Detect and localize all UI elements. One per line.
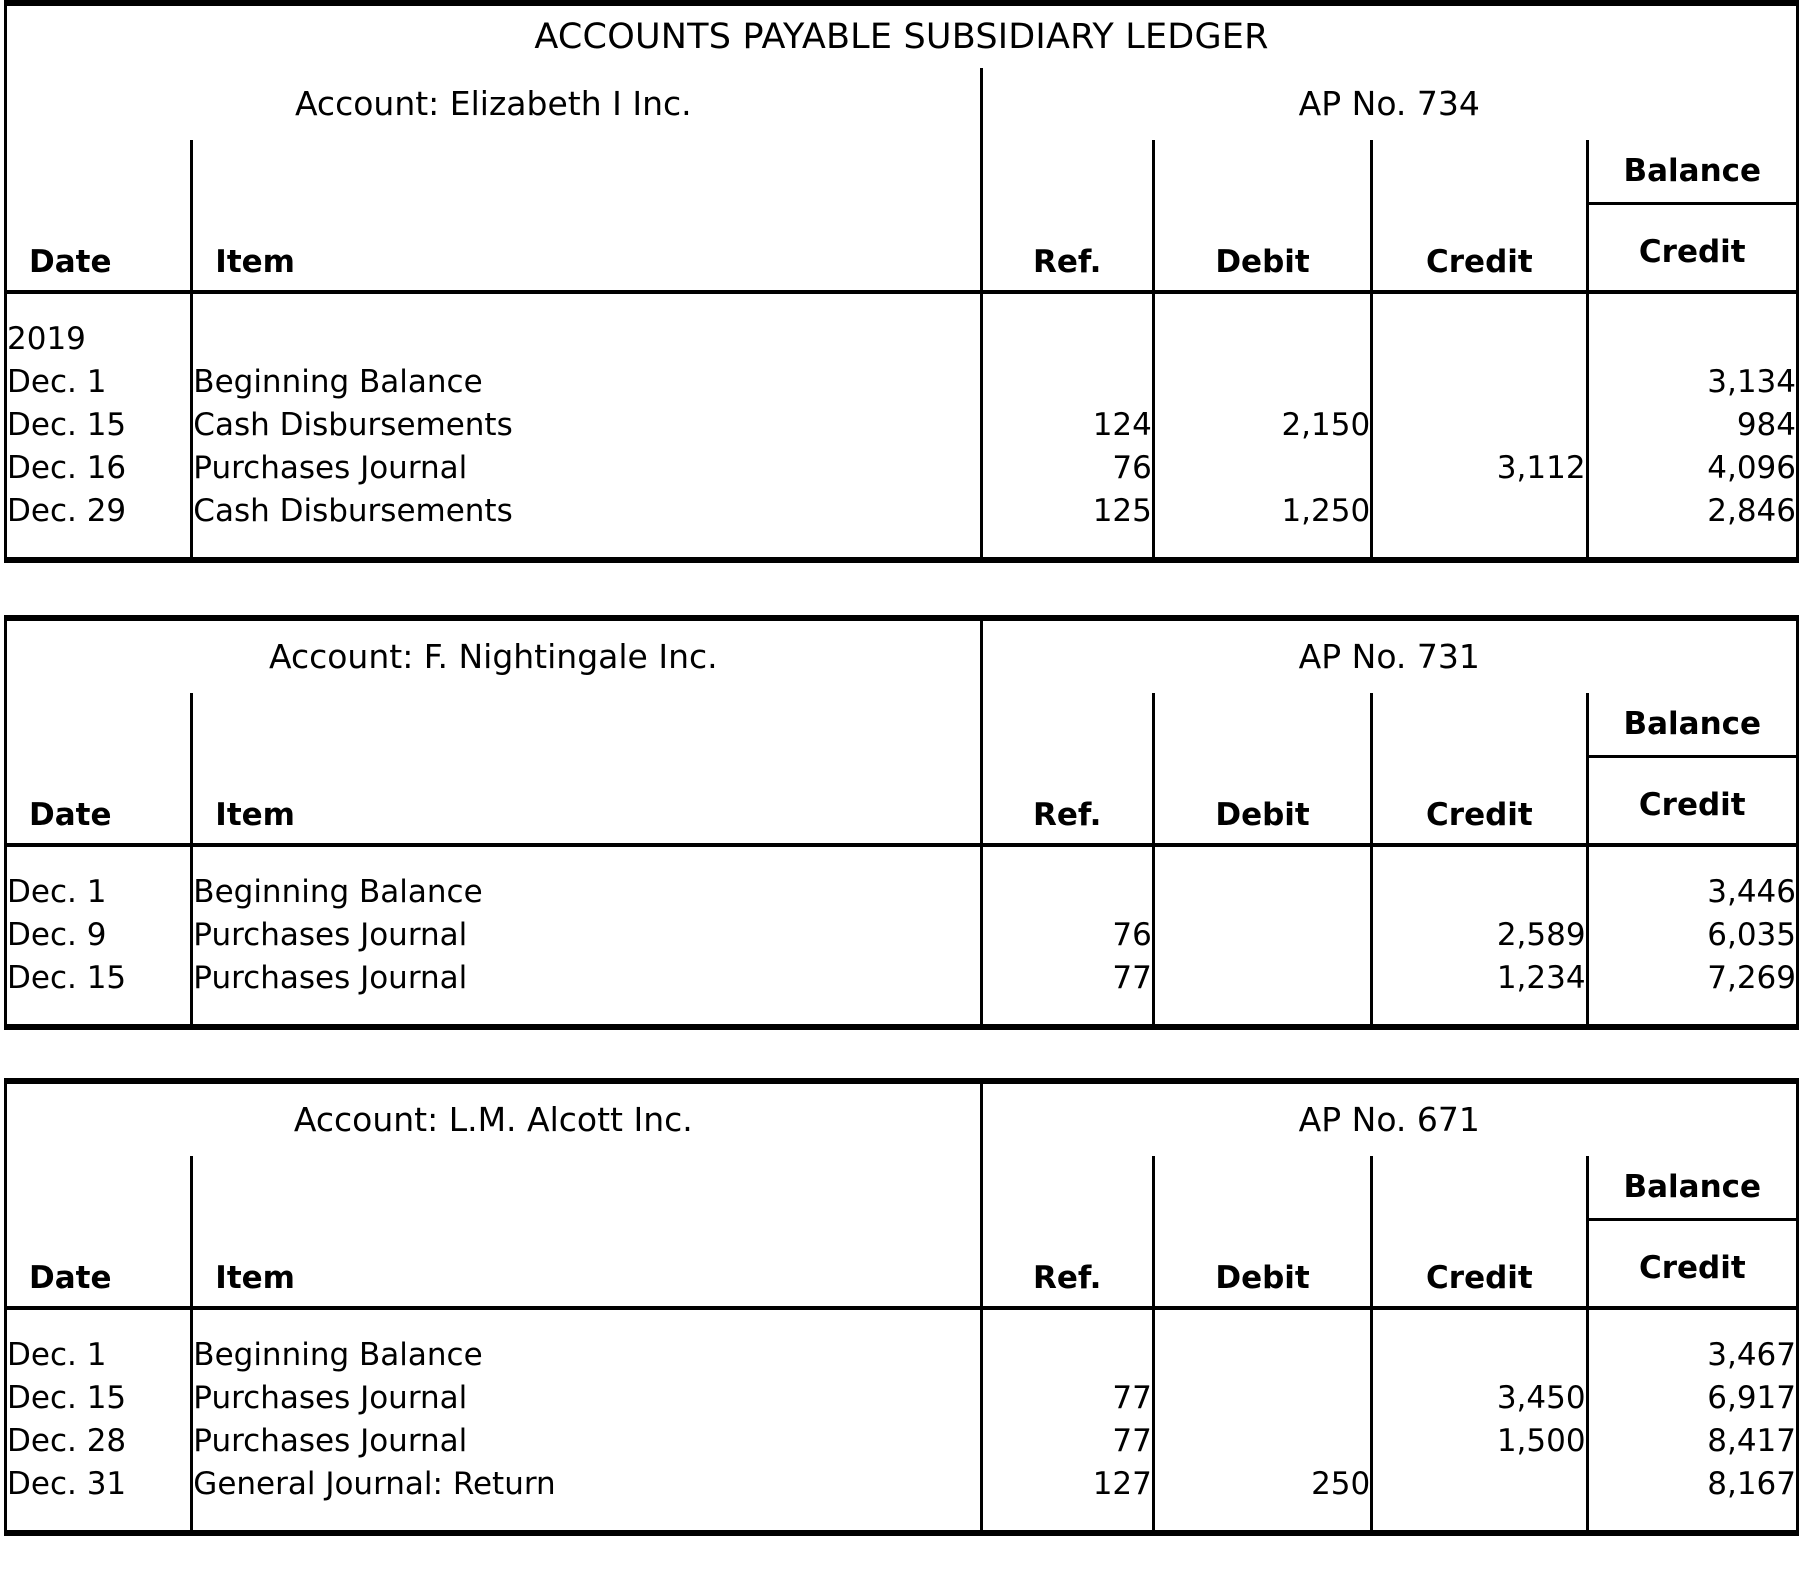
cell-debit: 1,250 — [1153, 490, 1371, 533]
spacer-cell — [981, 292, 1153, 318]
column-header-row — [6, 140, 1798, 292]
col-header-balance-credit: Credit — [1638, 1250, 1746, 1286]
col-header-balance-credit: Credit — [1638, 234, 1746, 270]
spacer-row — [6, 533, 1798, 560]
spacer-cell — [1372, 533, 1587, 560]
cell-credit: 2,589 — [1372, 914, 1587, 957]
spacer-cell — [1153, 1308, 1371, 1334]
col-header-balance — [1587, 693, 1797, 845]
col-header-credit: Credit — [1372, 1156, 1587, 1308]
section-gap — [0, 1030, 1803, 1078]
col-header-date: Date — [6, 693, 192, 845]
cell-date: Dec. 16 — [7, 450, 127, 486]
cell-balance: 6,035 — [1587, 914, 1797, 957]
table-row — [6, 447, 1798, 490]
cell-date: Dec. 15 — [7, 1380, 127, 1416]
cell-item: Cash Disbursements — [192, 490, 981, 533]
col-header-item: Item — [192, 1156, 981, 1308]
spacer-cell — [1153, 1000, 1371, 1027]
spacer-cell — [981, 845, 1153, 871]
cell-debit — [1153, 361, 1371, 404]
cell-item: Beginning Balance — [192, 871, 981, 914]
col-header-balance — [1587, 1156, 1797, 1308]
spacer-cell — [1587, 292, 1797, 318]
spacer-cell — [1372, 1308, 1587, 1334]
spacer-cell — [192, 292, 981, 318]
col-header-ref: Ref. — [981, 140, 1153, 292]
table-row — [6, 914, 1798, 957]
cell-date: Dec. 1 — [7, 874, 107, 910]
spacer-row — [6, 292, 1798, 318]
spacer-cell — [6, 292, 192, 318]
ap-number-label: AP No. 734 — [981, 68, 1797, 140]
spacer-cell — [6, 845, 192, 871]
cell-credit — [1372, 361, 1587, 404]
ledger-table-elizabeth-i-inc — [4, 0, 1799, 563]
col-header-date: Date — [6, 140, 192, 292]
spacer-cell — [1372, 1506, 1587, 1533]
col-header-ref: Ref. — [981, 693, 1153, 845]
cell-balance: 8,417 — [1587, 1420, 1797, 1463]
cell-ref — [981, 871, 1153, 914]
document-title-row — [6, 3, 1798, 68]
cell-debit — [1153, 871, 1371, 914]
spacer-cell — [1587, 1308, 1797, 1334]
col-header-item: Item — [192, 693, 981, 845]
col-header-debit: Debit — [1153, 1156, 1371, 1308]
cell-ref: 125 — [981, 490, 1153, 533]
spacer-cell — [6, 1506, 192, 1533]
cell-ref: 76 — [981, 914, 1153, 957]
table-row — [6, 1463, 1798, 1506]
table-row — [6, 361, 1798, 404]
cell-ref — [981, 361, 1153, 404]
spacer-cell — [981, 1308, 1153, 1334]
cell-ref: 76 — [981, 447, 1153, 490]
cell-credit — [1372, 871, 1587, 914]
account-name-label: Account: L.M. Alcott Inc. — [293, 1100, 693, 1139]
year-label: 2019 — [7, 321, 86, 357]
cell-debit — [1153, 914, 1371, 957]
spacer-cell — [192, 1000, 981, 1027]
cell-date: Dec. 31 — [7, 1466, 127, 1502]
account-header-row — [6, 68, 1798, 140]
table-row — [6, 1377, 1798, 1420]
col-header-item: Item — [192, 140, 981, 292]
spacer-cell — [1153, 1506, 1371, 1533]
cell-date: Dec. 1 — [7, 1337, 107, 1373]
spacer-row — [6, 1000, 1798, 1027]
spacer-row — [6, 1506, 1798, 1533]
spacer-cell — [1587, 1000, 1797, 1027]
cell-date: Dec. 15 — [7, 407, 127, 443]
cell-debit — [1153, 318, 1371, 361]
table-row-year — [6, 318, 1798, 361]
cell-debit — [1153, 957, 1371, 1000]
cell-ref: 77 — [981, 957, 1153, 1000]
spacer-cell — [981, 1506, 1153, 1533]
cell-item: Purchases Journal — [192, 447, 981, 490]
cell-ref: 77 — [981, 1377, 1153, 1420]
spacer-cell — [6, 533, 192, 560]
cell-item: Purchases Journal — [192, 914, 981, 957]
cell-item — [192, 318, 981, 361]
cell-balance — [1587, 318, 1797, 361]
spacer-cell — [1372, 292, 1587, 318]
account-header-row — [6, 1081, 1798, 1156]
cell-date: Dec. 15 — [7, 960, 127, 996]
spacer-row — [6, 1308, 1798, 1334]
spacer-cell — [1587, 1506, 1797, 1533]
spacer-cell — [981, 533, 1153, 560]
spacer-cell — [192, 1506, 981, 1533]
cell-balance: 4,096 — [1587, 447, 1797, 490]
cell-debit — [1153, 1420, 1371, 1463]
cell-item: Purchases Journal — [192, 957, 981, 1000]
cell-date: Dec. 9 — [7, 917, 107, 953]
account-header-row — [6, 618, 1798, 693]
cell-balance: 3,467 — [1587, 1334, 1797, 1377]
spacer-cell — [1372, 1000, 1587, 1027]
col-header-credit: Credit — [1372, 140, 1587, 292]
cell-balance: 7,269 — [1587, 957, 1797, 1000]
cell-credit: 3,450 — [1372, 1377, 1587, 1420]
ap-number-label: AP No. 671 — [981, 1081, 1797, 1156]
cell-balance: 3,446 — [1587, 871, 1797, 914]
spacer-cell — [1587, 845, 1797, 871]
cell-item: Purchases Journal — [192, 1420, 981, 1463]
section-gap — [0, 563, 1803, 615]
cell-date: Dec. 29 — [7, 493, 127, 529]
table-row — [6, 957, 1798, 1000]
ap-number-label: AP No. 731 — [981, 618, 1797, 693]
col-header-balance — [1587, 140, 1797, 292]
cell-credit — [1372, 1463, 1587, 1506]
table-row — [6, 871, 1798, 914]
cell-credit: 3,112 — [1372, 447, 1587, 490]
cell-debit — [1153, 1334, 1371, 1377]
table-row — [6, 1420, 1798, 1463]
cell-credit — [1372, 318, 1587, 361]
spacer-cell — [6, 1308, 192, 1334]
cell-debit — [1153, 1377, 1371, 1420]
cell-item: General Journal: Return — [192, 1463, 981, 1506]
account-name-label: Account: Elizabeth I Inc. — [294, 84, 692, 123]
cell-date: Dec. 28 — [7, 1423, 127, 1459]
col-header-balance-credit: Credit — [1638, 787, 1746, 823]
page-title: ACCOUNTS PAYABLE SUBSIDIARY LEDGER — [534, 17, 1269, 57]
cell-credit: 1,500 — [1372, 1420, 1587, 1463]
table-row — [6, 404, 1798, 447]
cell-date: Dec. 1 — [7, 364, 107, 400]
spacer-cell — [1372, 845, 1587, 871]
col-header-date: Date — [6, 1156, 192, 1308]
col-header-balance-group: Balance — [1589, 1156, 1796, 1221]
cell-balance: 2,846 — [1587, 490, 1797, 533]
cell-ref: 127 — [981, 1463, 1153, 1506]
spacer-cell — [1153, 292, 1371, 318]
cell-ref — [981, 318, 1153, 361]
cell-balance: 8,167 — [1587, 1463, 1797, 1506]
col-header-balance-group: Balance — [1589, 140, 1796, 205]
cell-credit — [1372, 404, 1587, 447]
cell-debit: 250 — [1153, 1463, 1371, 1506]
cell-debit: 2,150 — [1153, 404, 1371, 447]
cell-ref: 124 — [981, 404, 1153, 447]
table-row — [6, 1334, 1798, 1377]
cell-credit: 1,234 — [1372, 957, 1587, 1000]
table-row — [6, 490, 1798, 533]
spacer-cell — [6, 1000, 192, 1027]
account-name-label: Account: F. Nightingale Inc. — [268, 637, 718, 676]
ledger-table-f-nightingale-inc — [4, 615, 1799, 1030]
spacer-cell — [981, 1000, 1153, 1027]
col-header-balance-group: Balance — [1589, 693, 1796, 758]
cell-debit — [1153, 447, 1371, 490]
cell-credit — [1372, 490, 1587, 533]
column-header-row — [6, 1156, 1798, 1308]
cell-balance: 3,134 — [1587, 361, 1797, 404]
cell-item: Purchases Journal — [192, 1377, 981, 1420]
spacer-cell — [1153, 533, 1371, 560]
col-header-ref: Ref. — [981, 1156, 1153, 1308]
ledger-table-lm-alcott-inc — [4, 1078, 1799, 1536]
cell-ref: 77 — [981, 1420, 1153, 1463]
cell-balance: 6,917 — [1587, 1377, 1797, 1420]
cell-ref — [981, 1334, 1153, 1377]
cell-item: Beginning Balance — [192, 361, 981, 404]
col-header-credit: Credit — [1372, 693, 1587, 845]
column-header-row — [6, 693, 1798, 845]
spacer-cell — [192, 533, 981, 560]
spacer-row — [6, 845, 1798, 871]
cell-credit — [1372, 1334, 1587, 1377]
spacer-cell — [1587, 533, 1797, 560]
spacer-cell — [192, 1308, 981, 1334]
col-header-debit: Debit — [1153, 140, 1371, 292]
spacer-cell — [192, 845, 981, 871]
cell-balance: 984 — [1587, 404, 1797, 447]
cell-item: Cash Disbursements — [192, 404, 981, 447]
col-header-debit: Debit — [1153, 693, 1371, 845]
cell-item: Beginning Balance — [192, 1334, 981, 1377]
spacer-cell — [1153, 845, 1371, 871]
